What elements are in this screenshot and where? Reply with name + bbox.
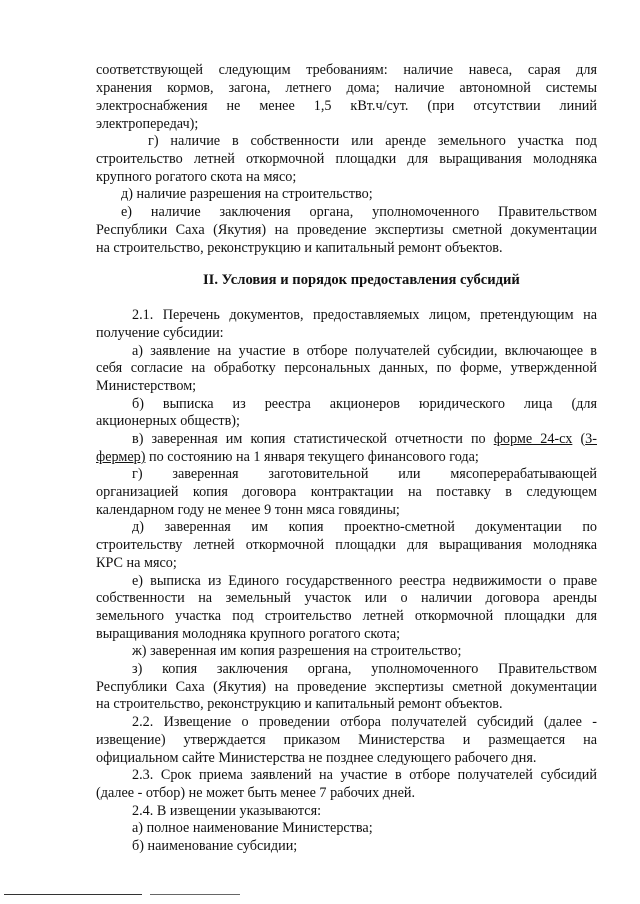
form-3-fermer-link[interactable]: 3- (585, 431, 597, 447)
clause-2-2: 2.2. Извещение о проведении отбора получателей субсидий (далее - (132, 714, 597, 730)
clause-2-4: 2.4. В извещении указываются: (132, 803, 322, 819)
list-item-g: г) наличие в собственности или аренде земельного участка под (148, 133, 597, 149)
form-3-fermer-link[interactable]: фермер) (96, 449, 146, 465)
paragraph-text: на строительство, реконструкцию и капитальный ремонт объектов. (96, 240, 503, 256)
list-item-e: е) выписка из Единого государственного реестра недвижимости о праве (132, 573, 597, 589)
paragraph-text: календарном году не менее 9 тонн мяса говядины; (96, 502, 400, 518)
footer-rule (150, 894, 240, 895)
paragraph-text: электроснабжения не менее 1,5 кВт.ч/сут. (при отсутствии линий (96, 98, 597, 114)
list-item-a: а) заявление на участие в отборе получателей субсидии, включающее в (132, 343, 597, 359)
paragraph-text: ( (572, 431, 586, 447)
list-item-b: б) выписка из реестра акционеров юридического лица (для (132, 396, 597, 412)
list-item-b: б) наименование субсидии; (132, 838, 298, 854)
form-24-sh-link[interactable]: форме 24-сх (493, 431, 573, 447)
paragraph-text: хранения кормов, загона, летнего дома; наличие автономной системы (96, 80, 597, 96)
paragraph-text: (далее - отбор) не может быть менее 7 рабочих дней. (96, 785, 416, 801)
paragraph-text: КРС на мясо; (96, 555, 177, 571)
list-item-z: з) копия заключения органа, уполномоченного Правительством (132, 661, 597, 677)
paragraph-text: Министерством; (96, 378, 197, 394)
footer-rule (4, 894, 142, 895)
paragraph-text: на строительство, реконструкцию и капитальный ремонт объектов. (96, 696, 503, 712)
paragraph-text: себя согласие на обработку персональных данных, по форме, утвержденной (96, 360, 597, 376)
list-item-zh: ж) заверенная им копия разрешения на строительство; (132, 643, 462, 659)
paragraph-text: в) заверенная им копия статистической отчетности по (132, 431, 494, 447)
list-item-v (132, 431, 597, 448)
paragraph-text: Республики Саха (Якутия) на проведение экспертизы сметной документации (96, 222, 597, 238)
paragraph-text: собственности на земельный участок или о наличии договора аренды (96, 590, 597, 606)
list-item-d: д) наличие разрешения на строительство; (121, 186, 373, 202)
paragraph-text: электропередач); (96, 116, 199, 132)
paragraph-text: соответствующей следующим требованиям: наличие навеса, сарая для (96, 62, 597, 78)
paragraph-text: акционерных обществ); (96, 413, 240, 429)
paragraph-text: крупного рогатого скота на мясо; (96, 169, 297, 185)
clause-2-3: 2.3. Срок приема заявлений на участие в отборе получателей субсидий (132, 767, 597, 783)
paragraph-text: Республики Саха (Якутия) на проведение экспертизы сметной документации (96, 679, 597, 695)
paragraph-text: официальном сайте Министерства не позднее следующего рабочего дня. (96, 750, 537, 766)
paragraph-text: выращивания молодняка крупного рогатого скота; (96, 626, 401, 642)
paragraph-text: по состоянию на 1 января текущего финансового года; (145, 449, 479, 465)
section-heading: II. Условия и порядок предоставления субсидий (203, 272, 520, 288)
paragraph-text (96, 449, 479, 466)
list-item-g: г) заверенная заготовительной или мясоперерабатывающей (132, 466, 597, 482)
list-item-a: а) полное наименование Министерства; (132, 820, 373, 836)
list-item-d: д) заверенная им копия проектно-сметной документации по (132, 519, 597, 535)
paragraph-text: организацией копия договора контрактации на поставку в следующем (96, 484, 597, 500)
paragraph-text: строительству летней откормочной площадки для выращивания молодняка (96, 537, 597, 553)
list-item-e: е) наличие заключения органа, уполномоченного Правительством (121, 204, 597, 220)
clause-2-1: 2.1. Перечень документов, предоставляемых лицом, претендующим на (132, 307, 597, 323)
paragraph-text: извещение) утверждается приказом Министерства и размещается на (96, 732, 597, 748)
paragraph-text: строительство летней откормочной площадки для выращивания молодняка (96, 151, 597, 167)
paragraph-text: получение субсидии: (96, 325, 224, 341)
paragraph-text: земельного участка под строительство летней откормочной площадки для (96, 608, 597, 624)
